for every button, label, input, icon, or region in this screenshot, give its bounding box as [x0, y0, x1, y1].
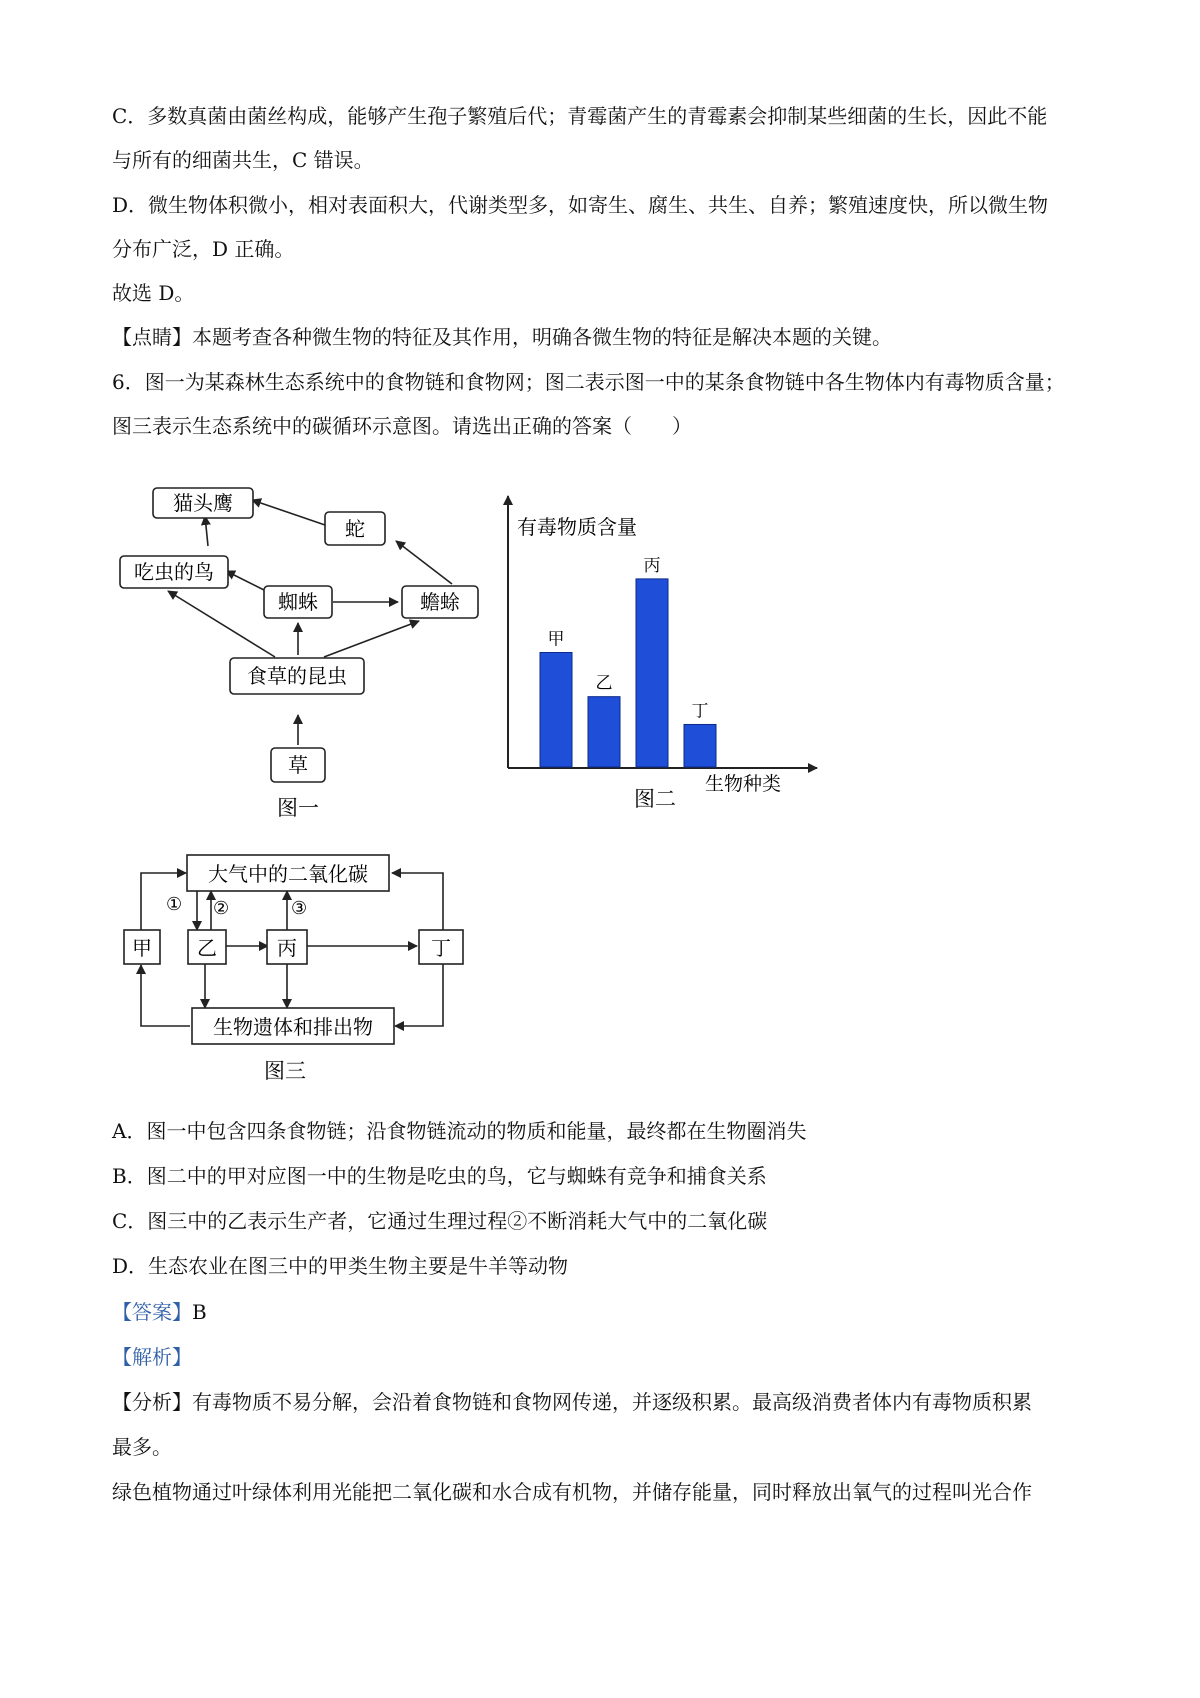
owl-label: 猫头鹰	[173, 491, 233, 515]
yi-node	[188, 930, 226, 964]
fenxi-label: 【分析】	[112, 1390, 192, 1414]
question-6-line1: 6．图一为某森林生态系统中的食物链和食物网；图二表示图一中的某条食物链中各生物体内有毒物质含量；	[112, 370, 1065, 394]
chart-y-label: 有毒物质含量	[517, 515, 637, 539]
snake-label: 蛇	[345, 517, 365, 541]
toad-label: 蟾蜍	[420, 590, 460, 614]
option-c-line: C．图三中的乙表示生产者，它通过生理过程②不断消耗大气中的二氧化碳	[112, 1209, 768, 1233]
photosynthesis-line: 绿色植物通过叶绿体利用光能把二氧化碳和水合成有机物，并储存能量，同时释放出氧气的过程叫光合作	[112, 1480, 1032, 1504]
air-co2-node	[187, 855, 389, 891]
process-3-label: ③	[291, 898, 308, 919]
process-1-label: ①	[166, 894, 183, 915]
answer-line	[112, 1298, 207, 1326]
option-c-line2: 与所有的细菌共生，C 错误。	[112, 148, 374, 172]
pointer-text: 本题考查各种微生物的特征及其作用，明确各微生物的特征是解决本题的关键。	[192, 325, 892, 349]
yi-label: 乙	[197, 936, 217, 960]
option-d-line2: 分布广泛，D 正确。	[112, 237, 295, 261]
bird-label: 吃虫的鸟	[134, 560, 214, 584]
ding-node	[419, 930, 463, 964]
chart-x-label: 生物种类	[705, 773, 782, 795]
fig1-caption: 图一	[277, 796, 319, 820]
bar-label-1: 乙	[595, 673, 613, 694]
choose-d-line: 故选 D。	[112, 281, 195, 305]
fenxi-line2: 最多。	[112, 1435, 172, 1459]
bar-label-3: 丁	[691, 701, 709, 722]
option-d-line: D．生态农业在图三中的甲类生物主要是牛羊等动物	[112, 1254, 569, 1278]
bing-label: 丙	[277, 936, 297, 960]
air-co2-label: 大气中的二氧化碳	[208, 862, 368, 886]
fenxi-line1	[112, 1388, 1032, 1416]
question-6-line2: 图三表示生态系统中的碳循环示意图。请选出正确的答案（ ）	[112, 414, 692, 438]
analysis-label: 【解析】	[112, 1345, 192, 1369]
jia-node	[124, 930, 160, 964]
ding-label: 丁	[431, 936, 451, 960]
pointer-label: 【点睛】	[112, 325, 192, 349]
remains-label: 生物遗体和排出物	[213, 1015, 373, 1039]
bar-label-2: 丙	[643, 555, 661, 576]
jia-label: 甲	[132, 936, 152, 960]
grass-label: 草	[288, 753, 308, 777]
option-c-line1: C．多数真菌由菌丝构成，能够产生孢子繁殖后代；青霉菌产生的青霉素会抑制某些细菌的生长，因此不能	[112, 104, 1048, 128]
bing-node	[267, 930, 307, 964]
bar-label-0: 甲	[547, 629, 565, 650]
insect-label: 食草的昆虫	[247, 664, 347, 688]
answer-value: B	[192, 1300, 207, 1324]
option-b-line: B．图二中的甲对应图一中的生物是吃虫的鸟，它与蜘蛛有竞争和捕食关系	[112, 1164, 767, 1188]
option-d-line1: D．微生物体积微小，相对表面积大，代谢类型多，如寄生、腐生、共生、自养；繁殖速度快，所以微生物	[112, 193, 1049, 217]
remains-node	[192, 1008, 394, 1044]
spider-label: 蜘蛛	[278, 590, 318, 614]
process-2-label: ②	[213, 898, 230, 919]
fig3-caption: 图三	[264, 1059, 306, 1083]
option-a-line: A．图一中包含四条食物链；沿食物链流动的物质和能量，最终都在生物圈消失	[112, 1119, 807, 1143]
answer-label: 【答案】	[112, 1300, 192, 1324]
chart-caption: 图二	[634, 787, 676, 811]
fenxi-text: 有毒物质不易分解，会沿着食物链和食物网传递，并逐级积累。最高级消费者体内有毒物质积累	[192, 1390, 1032, 1414]
